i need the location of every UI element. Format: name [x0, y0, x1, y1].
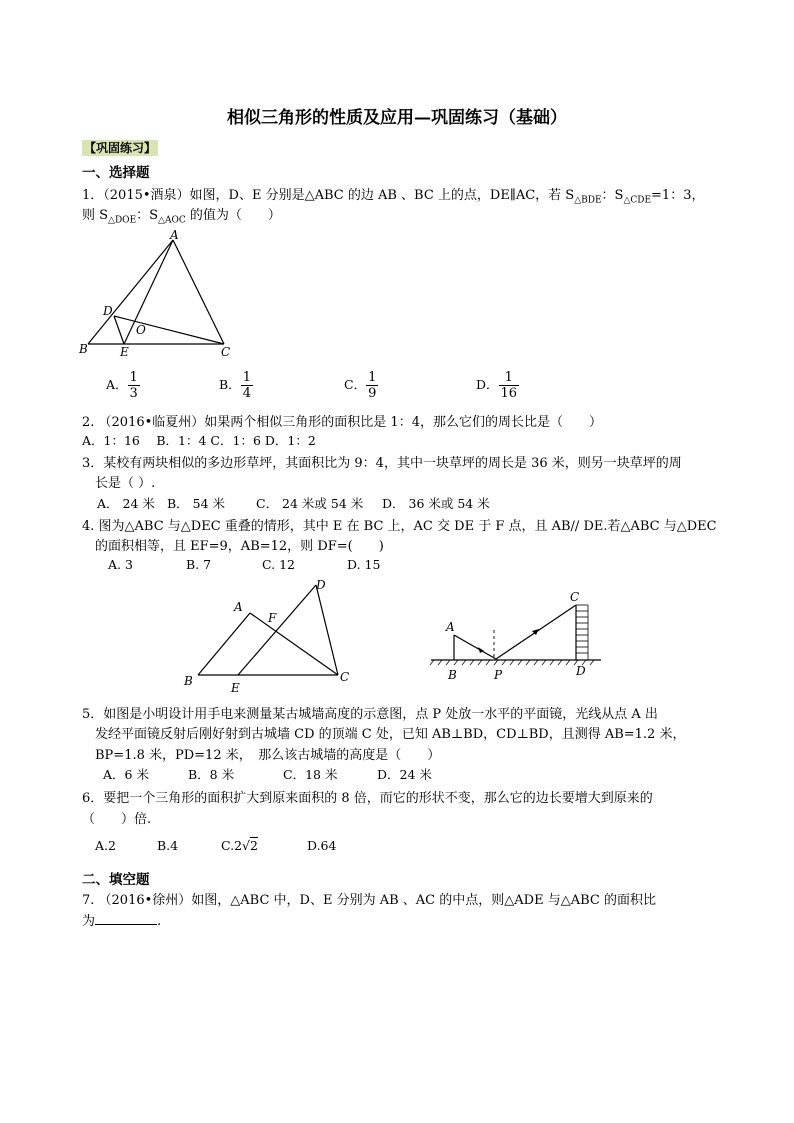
q6-option-c[interactable]: C.2√2	[221, 838, 258, 853]
question-4-line-1: 4. 图为△ABC 与△DEC 重叠的情形，其中 E 在 BC 上，AC 交 DE 于 F 点，且 AB// DE.若△ABC 与△DEC	[82, 519, 717, 534]
question-5-line-2: 发经平面镜反射后刚好射到古城墙 CD 的顶端 C 处，已知 AB⊥BD，CD⊥BD，且测得 AB=1.2 米，	[95, 727, 686, 742]
q1-option-d[interactable]: D． $\frac{1}{16}$	[476, 370, 518, 401]
q4-option-d[interactable]: D. 15	[347, 557, 381, 572]
fig4-label-b: B	[184, 674, 193, 688]
section-tag: 【巩固练习】	[84, 141, 157, 155]
question-5-line-1: 5．如图是小明设计用手电来测量某古城墙高度的示意图，点 P 处放一水平的平面镜，光线从点 A 出	[82, 707, 658, 722]
question-6-line-2: （ ）倍.	[82, 812, 152, 827]
fig1-label-c: C	[221, 345, 231, 359]
q1-option-b[interactable]: B． $\frac{1}{4}$	[219, 370, 251, 401]
page-title: 相似三角形的性质及应用—巩固练习（基础）	[227, 108, 567, 128]
question-3-line-1: 3．某校有两块相似的多边形草坪，其面积比为 9：4，其中一块草坪的周长是 36 米，则另一块草坪的周	[82, 456, 682, 471]
figure-q5-mirror	[426, 585, 616, 685]
question-1-line-1: 1．（2015•酒泉）如图，D、E 分别是△ABC 的边 AB 、BC 上的点，DE∥AC，若 $S_{\triangle BDE}$：$S_{\triangle CDE}=1$：3，	[82, 188, 705, 206]
q1-option-c[interactable]: C． $\frac{1}{9}$	[344, 370, 377, 401]
question-2-options[interactable]: A．1：16 B．1：4 C．1：6 D．1：2	[82, 433, 316, 448]
fig5-label-b: B	[448, 668, 457, 682]
fig1-label-b: B	[79, 342, 88, 356]
question-6-line-1: 6．要把一个三角形的面积扩大到原来面积的 8 倍，而它的形状不变，那么它的边长要增大到原来的	[82, 791, 653, 806]
fig4-label-c: C	[340, 670, 350, 684]
question-4-line-2: 的面积相等，且 EF=9，AB=12，则 DF=( )	[95, 539, 384, 554]
section-heading-choice: 一、选择题	[82, 165, 150, 181]
q4-option-c[interactable]: C. 12	[262, 557, 295, 572]
q3-option-d[interactable]: D． 36 米或 54 米	[382, 496, 490, 511]
q5-option-c[interactable]: C．18 米	[283, 767, 338, 782]
fig4-label-a: A	[234, 600, 243, 614]
q5-option-b[interactable]: B．8 米	[188, 767, 235, 782]
fig5-label-c: C	[570, 590, 580, 604]
q3-option-b[interactable]: B． 54 米	[167, 496, 226, 511]
figure-q4-triangles	[178, 575, 353, 695]
q6-option-a[interactable]: A.2	[95, 838, 116, 853]
fig4-label-e: E	[231, 681, 240, 695]
question-2: 2. （2016•临夏州）如果两个相似三角形的面积比是 1：4，那么它们的周长比是（ ）	[82, 415, 602, 430]
fig1-label-e: E	[120, 345, 129, 359]
question-7-line-1: 7. （2016•徐州）如图，△ABC 中，D、E 分别为 AB 、AC 的中点，则△ADE 与△ABC 的面积比	[82, 893, 656, 908]
section-heading-fill: 二、填空题	[82, 872, 150, 888]
fig5-label-p: P	[494, 668, 503, 682]
q3-option-c[interactable]: C． 24 米或 54 米	[256, 496, 364, 511]
q6-option-b[interactable]: B.4	[157, 838, 179, 853]
q4-option-b[interactable]: B. 7	[186, 557, 212, 572]
question-5-line-3: BP=1.8 米，PD=12 米， 那么该古城墙的高度是（ ）	[95, 748, 441, 763]
fig4-label-f: F	[268, 611, 277, 625]
question-7-line-2: 为 .	[82, 914, 162, 929]
q1-option-a[interactable]: A． $\frac{1}{3}$	[106, 370, 138, 401]
q6-option-d[interactable]: D.64	[307, 838, 337, 853]
fig5-label-a: A	[446, 620, 455, 634]
question-1-line-2: 则 $S_{\triangle DOE}$：$S_{\triangle AOC}$ 的值为（ ）	[82, 208, 281, 226]
fig5-label-d: D	[576, 664, 586, 678]
q3-option-a[interactable]: A． 24 米	[97, 496, 155, 511]
q4-option-a[interactable]: A. 3	[108, 557, 133, 572]
answer-blank[interactable]	[95, 912, 157, 925]
fig1-label-o: O	[136, 323, 146, 337]
fig4-label-d: D	[316, 578, 326, 592]
question-3-line-2: 长是（ ）.	[95, 476, 156, 491]
fig1-label-a: A	[170, 228, 179, 242]
figure-q1-triangle	[78, 228, 248, 360]
q5-option-a[interactable]: A．6 米	[103, 767, 149, 782]
q5-option-d[interactable]: D．24 米	[377, 767, 432, 782]
fig1-label-d: D	[103, 304, 113, 318]
